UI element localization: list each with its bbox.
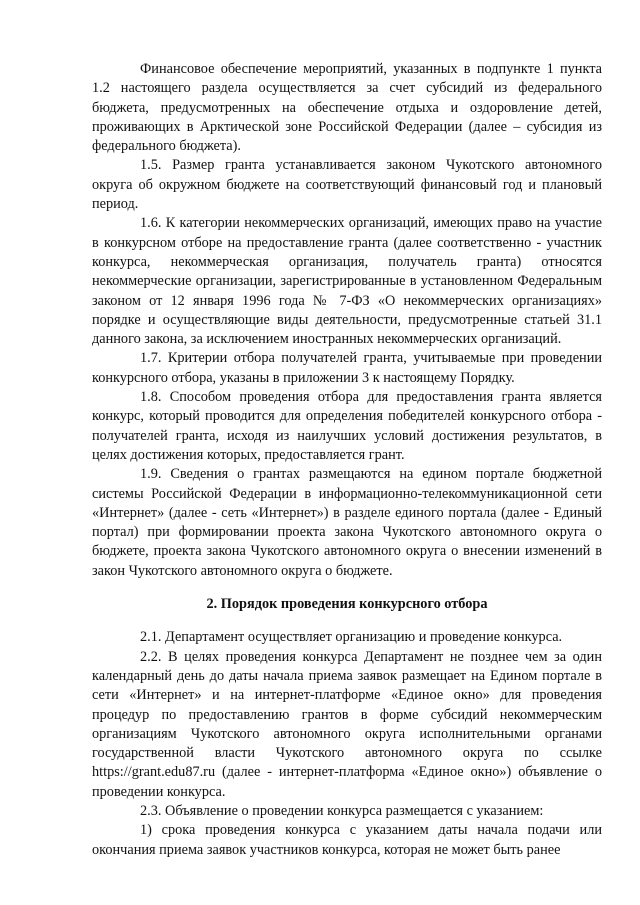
paragraph-financing: Финансовое обеспечение мероприятий, указанных в подпункте 1 пункта 1.2 настоящего раздела осуществляется за счет субсидий из федерального бюджета, предусмотренных на обеспечение отдыха и оздоровление детей, проживающих в Арктической зоне Российской Федерации (далее – субсидия из федерального бюджета).	[92, 61, 602, 155]
paragraph-2-3: 2.3. Объявление о проведении конкурса размещается с указанием:	[140, 802, 544, 819]
section-heading: 2. Порядок проведения конкурсного отбора	[206, 596, 488, 613]
paragraph-1-9: 1.9. Сведения о грантах размещаются на едином портале бюджетной системы Российской Федерации в информационно-телекоммуникационной сети «Интернет» (далее - сеть «Интернет») в разделе единого портала (далее - Единый портал) при формировании проекта закона Чукотского автономного округа о бюджете, проекта закона Чукотского автономного округа о внесении изменений в закон Чукотского автономного округа о бюджете.	[92, 466, 602, 579]
paragraph-1-7: 1.7. Критерии отбора получателей гранта, учитываемые при проведении конкурсного отбора, указаны в приложении 3 к настоящему Порядку.	[92, 350, 602, 386]
paragraph-1-5: 1.5. Размер гранта устанавливается законом Чукотского автономного округа об окружном бюджете на соответствующий финансовый год и плановый период.	[92, 157, 602, 213]
paragraph-1-6: 1.6. К категории некоммерческих организаций, имеющих право на участие в конкурсном отборе на предоставление гранта (далее соответственно - участник конкурса, некоммерческая организация, получатель гранта) относятся некоммерческие организации, зарегистрированные в установленном Федеральным законом от 12 января 1996 года № 7-ФЗ «О некоммерческих организациях» порядке и осуществляющие виды деятельности, предусмотренные статьей 31.1 данного закона, за исключением иностранных некоммерческих организаций.	[92, 215, 602, 348]
paragraph-2-1: 2.1. Департамент осуществляет организацию и проведение конкурса.	[140, 629, 563, 646]
paragraph-1-8: 1.8. Способом проведения отбора для предоставления гранта является конкурс, который проводится для определения победителей конкурсного отбора - получателей гранта, исходя из наилучших условий достижения результатов, в целях достижения которых, предоставляется грант.	[92, 389, 602, 463]
paragraph-2-3-item-1: 1) срока проведения конкурса с указанием даты начала подачи или окончания приема заявок участников конкурса, которая не может быть ранее	[92, 822, 602, 858]
paragraph-2-2: 2.2. В целях проведения конкурса Департамент не позднее чем за один календарный день до даты начала приема заявок размещает на Едином портале в сети «Интернет» и на интернет-платформе «Единое окно» для проведения процедур по предоставлению грантов в форме субсидий некоммерческим организациям Чукотского автономного округа исполнительными органами государственной власти Чукотского автономного округа по ссылке https://grant.edu87.ru (далее - интернет-платформа «Единое окно») объявление о проведении конкурса.	[92, 648, 602, 800]
